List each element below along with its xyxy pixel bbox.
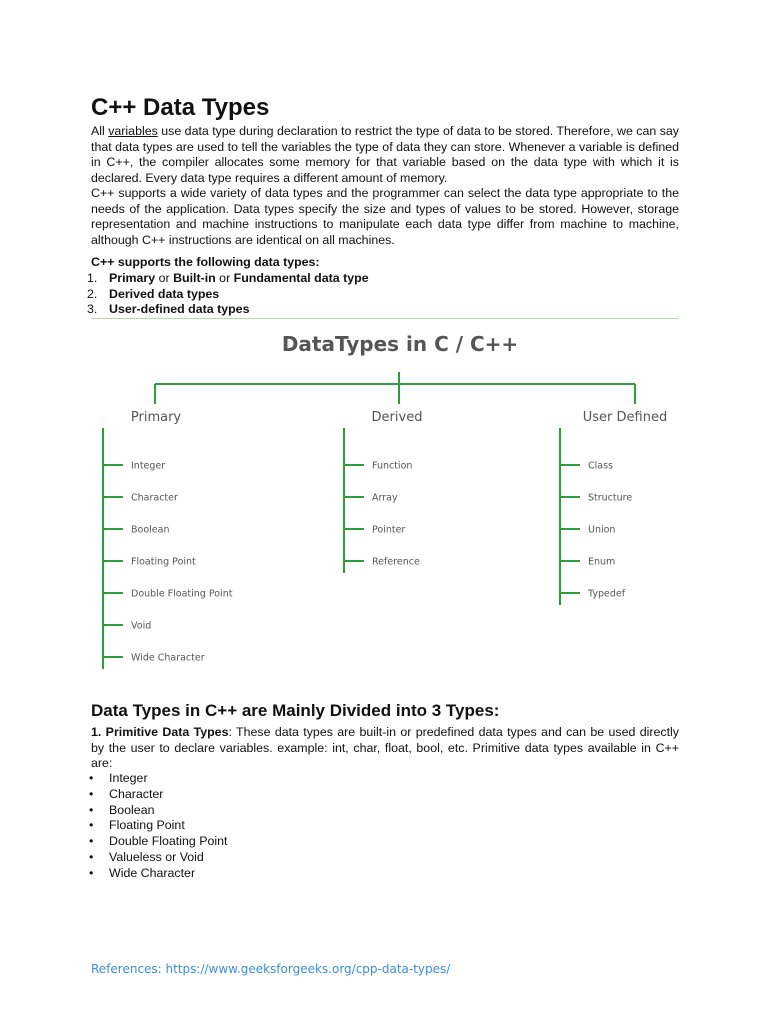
list-item-text: User-defined data types <box>109 302 250 316</box>
primary-item-label: Double Floating Point <box>131 588 233 600</box>
user-defined-item-label: Structure <box>588 492 633 504</box>
user-defined-item-label: Enum <box>588 556 616 568</box>
diagram-items <box>103 428 632 669</box>
intro-paragraph <box>91 124 679 186</box>
derived-label: Derived <box>371 410 423 425</box>
types-list <box>87 271 369 318</box>
user-defined-label: User Defined <box>582 410 668 425</box>
list-item-text: Derived data types <box>109 286 220 301</box>
list-item: • Valueless or Void <box>91 850 227 866</box>
primitive-label: 1. Primitive Data Types <box>91 725 229 739</box>
list-item-or: or <box>155 271 174 285</box>
primitive-paragraph <box>91 725 679 772</box>
list-item: • Wide Character <box>91 866 227 882</box>
list-item: • Boolean <box>91 803 227 819</box>
primitive-list <box>91 771 227 882</box>
user-defined-item-label: Class <box>588 460 613 472</box>
list-item <box>87 286 369 303</box>
primary-item-label: Integer <box>131 460 166 472</box>
list-number: 1. <box>87 271 98 285</box>
primary-item-label: Wide Character <box>131 652 205 664</box>
derived-item-label: Array <box>372 492 398 504</box>
section-heading: Data Types in C++ are Mainly Divided into 3 Types: <box>91 701 500 720</box>
list-item: • Character <box>91 787 227 803</box>
primary-item-label: Void <box>131 620 152 632</box>
diagram-svg <box>90 318 690 683</box>
user-defined-item-label: Union <box>588 524 616 536</box>
list-item: • Double Floating Point <box>91 834 227 850</box>
page-title: C++ Data Types <box>91 94 270 121</box>
list-number: 3. <box>87 302 98 316</box>
primitive-text: : These data types are built-in or predefined data types and can be used directly by the user to declare variables. example: int, char, float, bool, etc. Primitive data types available in C++ are: <box>91 725 679 770</box>
variables-link[interactable]: variables <box>108 124 158 138</box>
list-item <box>87 271 369 287</box>
list-item <box>87 302 369 318</box>
intro-text-start: All <box>91 124 109 138</box>
data-types-diagram <box>90 318 690 683</box>
list-number: 2. <box>87 286 98 301</box>
list-item: • Floating Point <box>91 818 227 834</box>
references-link[interactable]: References: https://www.geeksforgeeks.org/cpp-data-types/ <box>91 962 451 976</box>
list-item-or: or <box>215 271 234 285</box>
user-defined-item-label: Typedef <box>588 588 626 600</box>
list-item: • Integer <box>91 771 227 787</box>
derived-item-label: Pointer <box>372 524 406 536</box>
primary-item-label: Character <box>131 492 178 504</box>
derived-item-label: Reference <box>372 556 420 568</box>
supports-heading: C++ supports the following data types: <box>91 255 320 269</box>
list-item-fundamental: Fundamental data type <box>233 271 369 285</box>
diagram-title: DataTypes in C / C++ <box>281 332 519 356</box>
derived-item-label: Function <box>372 460 413 472</box>
list-item-builtin: Built-in <box>173 271 216 285</box>
intro-paragraph-2: C++ supports a wide variety of data types and the programmer can select the data type appropriate to the needs of the application. Data types specify the size and types of values to be stored. However, storage representation and machine instructions to manipulate each data type differ from machine to machine, although C++ instructions are identical on all machines. <box>91 186 679 247</box>
primary-item-label: Floating Point <box>131 556 196 568</box>
primary-item-label: Boolean <box>131 524 170 536</box>
diagram-connectors <box>155 372 635 404</box>
intro-text-rest: use data type during declaration to restrict the type of data to be stored. Therefore, we can say that data types are used to tell the variables the type of data they can store. Whenever a variable is defined in C++, the compiler allocates some memory for that variable based on the data type with which it is declared. Every data type requires a different amount of memory. <box>91 124 679 185</box>
list-item-primary: Primary <box>109 271 156 285</box>
primary-label: Primary <box>130 410 182 425</box>
